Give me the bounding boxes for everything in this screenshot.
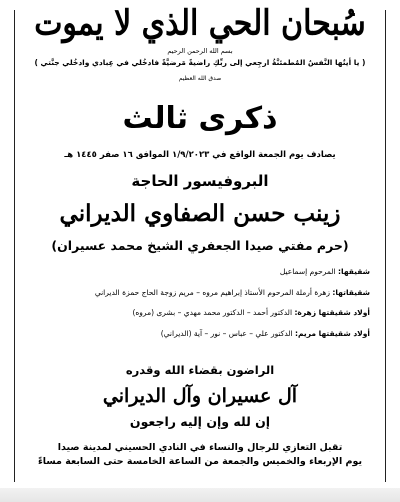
- relative-line: [20, 307, 370, 318]
- name-prefix: البروفيسور الحاجة: [131, 172, 269, 190]
- page-bottom-edge: [0, 488, 400, 502]
- families-line: آل عسيران وآل الديراني: [102, 385, 298, 407]
- date-line: يصادف يوم الجمعة الواقع في ١/٩/٢٠٢٣ الموافق ١٦ صفر ١٤٤٥ هـ: [64, 150, 336, 160]
- spouse-line: (حرم مفتي صيدا الجعفري الشيخ محمد عسيران): [51, 238, 349, 253]
- deceased-name: زينب حسن الصفاوي الديراني: [59, 200, 341, 227]
- relative-line: [20, 328, 370, 339]
- relative-line: [20, 287, 370, 298]
- relative-text: المرحوم إسماعيل: [279, 267, 338, 276]
- relative-text: الدكتور أحمد – الدكتور محمد مهدي – بشرى (مروه): [132, 308, 295, 317]
- relative-line: [20, 266, 370, 277]
- relative-text: زهرة أرملة المرحوم الأستاذ إبراهيم مروه – مريم زوجة الحاج حمزة الديراني: [94, 287, 333, 297]
- radoun-line: الراضون بقضاء الله وقدره: [125, 363, 275, 377]
- notice-title: ذكرى ثالث: [122, 101, 278, 136]
- basmala: بسم الله الرحمن الرحيم: [167, 47, 233, 55]
- relatives-list: [20, 266, 370, 348]
- quran-verse: ( يا أيتُها النَّفسُ المُطمئنَّةُ ارجِعي إلى ربِّكِ راضيةً مَرضيَّةً فادخُلي في عِبادي وادخُلي جنَّتي ): [34, 58, 366, 67]
- relative-label: شقيقاتها:: [332, 287, 370, 297]
- condolence-line-1: تقبل التعازي للرجال والنساء في النادي الحسيني لمدينة صيدا: [57, 442, 343, 453]
- relative-label: أولاد شقيقتها زهرة:: [294, 308, 370, 317]
- relative-label: أولاد شقيقتها مريم:: [295, 328, 370, 338]
- inna-line: إن لله وإن إليه راجعون: [129, 414, 271, 429]
- sadaqa-line: صدق الله العظيم: [178, 75, 222, 82]
- condolence-line-2: يوم الإربعاء والخميس والجمعة من الساعة الخامسة حتى السابعة مساءً: [37, 456, 363, 467]
- header-calligraphy: سُبحان الحي الذي لا يموت: [34, 3, 366, 44]
- relative-label: شقيقها:: [338, 267, 370, 276]
- relative-text: الدكتور علي – عباس – نور – آية (الديراني): [160, 328, 296, 338]
